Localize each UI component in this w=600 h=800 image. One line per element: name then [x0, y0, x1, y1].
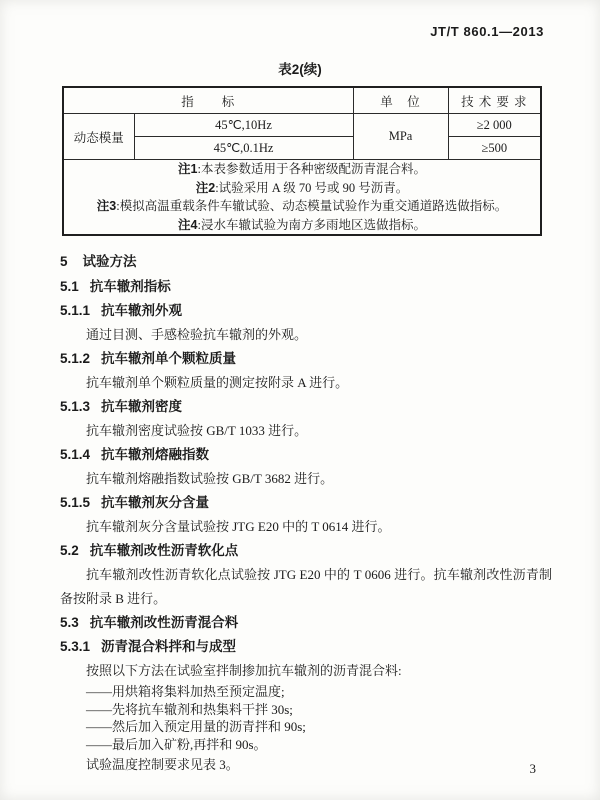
note-label: 注4: [178, 217, 198, 232]
note-text: :浸水车辙试验为南方多雨地区选做指标。: [197, 217, 426, 232]
section-title: 抗车辙剂外观: [101, 303, 183, 318]
table-notes-row: [63, 160, 541, 236]
paragraph: 试验温度控制要求见表 3。: [86, 757, 239, 772]
section-number: 5.3: [60, 615, 79, 630]
section-heading-5-1: [60, 275, 552, 299]
list-item: ——最后加入矿粉,再拌和 90s。: [86, 736, 267, 752]
section-title: 抗车辙剂熔融指数: [101, 447, 210, 462]
table-note: [66, 216, 538, 235]
paragraph: 抗车辙剂密度试验按 GB/T 1033 进行。: [86, 423, 308, 438]
list-item: ——然后加入预定用量的沥青拌和 90s;: [86, 719, 306, 734]
cell-condition-1: 45℃,10Hz: [134, 114, 353, 137]
cell-unit: MPa: [353, 114, 448, 160]
note-label: 注2: [195, 180, 216, 195]
note-text: :本表参数适用于各种密级配沥青混合料。: [197, 162, 426, 176]
section-number: 5.1.4: [60, 447, 91, 462]
list-item: ——先将抗车辙剂和热集料干拌 30s;: [86, 701, 293, 717]
section-heading-5-3-1: [60, 635, 552, 659]
section-number: 5.1.2: [60, 351, 91, 366]
section-heading-5-1-3: [60, 395, 552, 419]
standard-code: JT/T 860.1—2013: [430, 24, 544, 39]
note-text: :试验采用 A 级 70 号或 90 号沥青。: [215, 180, 409, 195]
table-row: [63, 114, 541, 137]
table-header-row: [63, 87, 541, 114]
col-header-indicator: 指 标: [63, 87, 353, 114]
section-number: 5.1: [60, 279, 79, 294]
section-heading-5-2: [60, 539, 552, 563]
section-heading-5-1-2: [60, 347, 552, 371]
section-number: 5.2: [60, 543, 79, 558]
paragraph: 按照以下方法在试验室拌制掺加抗车辙剂的沥青混合料:: [86, 663, 402, 678]
page-number: 3: [529, 761, 536, 776]
table-note: [66, 179, 538, 198]
section-title: 抗车辙剂指标: [89, 279, 171, 294]
section-heading-5-1-1: [60, 299, 552, 323]
section-number: 5: [60, 254, 68, 269]
note-text: :模拟高温重载条件车辙试验、动态模量试验作为重交通道路选做指标。: [116, 199, 508, 213]
section-number: 5.1.1: [60, 303, 91, 318]
section-heading-5: [60, 249, 552, 275]
section-title: 抗车辙剂改性沥青软化点: [89, 543, 239, 558]
section-title: 抗车辙剂单个颗粒质量: [101, 351, 237, 366]
cell-requirement-2: ≥500: [448, 137, 541, 160]
cell-requirement-1: ≥2 000: [448, 114, 541, 137]
table-row: [63, 137, 541, 160]
section-heading-5-1-5: [60, 491, 552, 515]
section-heading-5-1-4: [60, 443, 552, 467]
document-body: [60, 249, 552, 777]
paragraph: 通过目测、手感检验抗车辙剂的外观。: [86, 327, 308, 342]
table-caption: 表2(续): [278, 62, 322, 77]
section-number: 5.1.3: [60, 399, 91, 414]
section-number: 5.3.1: [60, 639, 91, 654]
section-title: 抗车辙剂密度: [101, 399, 183, 414]
note-label: 注1: [178, 162, 198, 176]
table-notes-cell: [63, 160, 541, 236]
section-number: 5.1.5: [60, 495, 91, 510]
table-note: [66, 197, 538, 216]
col-header-unit: 单 位: [353, 87, 448, 114]
section-title: 试验方法: [82, 254, 137, 269]
paragraph: 抗车辙剂单个颗粒质量的测定按附录 A 进行。: [86, 375, 349, 390]
paragraph: 抗车辙剂改性沥青软化点试验按 JTG E20 中的 T 0606 进行。抗车辙剂改性沥青制备按附录 B 进行。: [60, 567, 552, 606]
paragraph: 抗车辙剂熔融指数试验按 GB/T 3682 进行。: [86, 471, 334, 486]
table-2-continued: [62, 86, 542, 236]
section-title: 抗车辙剂灰分含量: [101, 495, 210, 510]
table-note: [66, 160, 538, 179]
list-item: ——用烘箱将集料加热至预定温度;: [86, 684, 285, 699]
cell-condition-2: 45℃,0.1Hz: [134, 137, 353, 160]
section-title: 沥青混合料拌和与成型: [101, 639, 237, 654]
paragraph: 抗车辙剂灰分含量试验按 JTG E20 中的 T 0614 进行。: [86, 519, 391, 534]
section-title: 抗车辙剂改性沥青混合料: [89, 615, 239, 630]
note-label: 注3: [96, 199, 117, 213]
cell-row-label: 动态模量: [63, 114, 134, 160]
col-header-requirement: 技 术 要 求: [448, 87, 541, 114]
section-heading-5-3: [60, 611, 552, 635]
